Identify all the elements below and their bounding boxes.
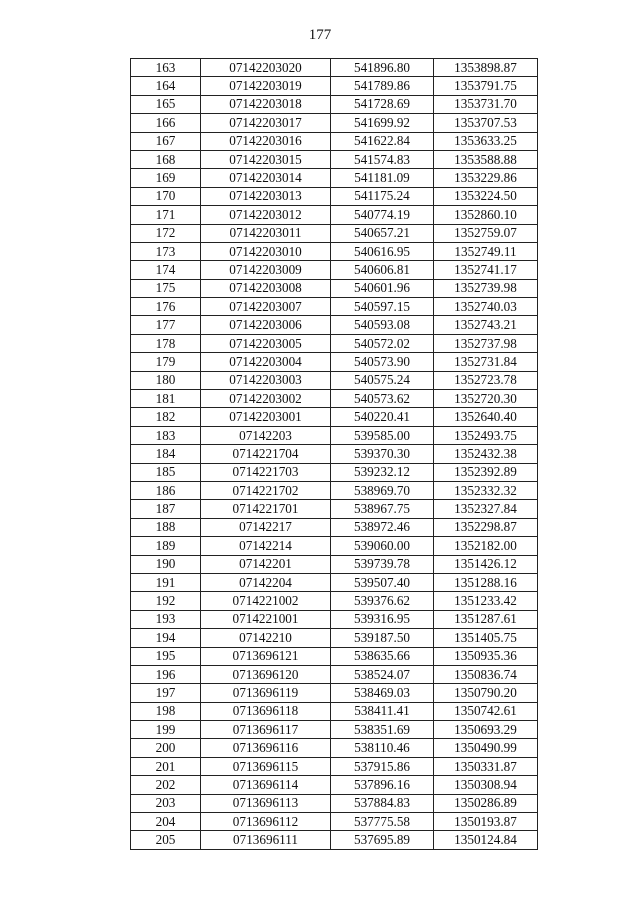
point-code-cell: 07142203010 — [201, 242, 331, 260]
y-coordinate-cell: 1350490.99 — [434, 739, 538, 757]
row-number-cell: 181 — [131, 390, 201, 408]
y-coordinate-cell: 1353707.53 — [434, 114, 538, 132]
table-row — [131, 721, 538, 739]
table-row — [131, 371, 538, 389]
table-row — [131, 132, 538, 150]
table-row — [131, 500, 538, 518]
point-code-cell: 07142201 — [201, 555, 331, 573]
y-coordinate-cell: 1351426.12 — [434, 555, 538, 573]
x-coordinate-cell: 541622.84 — [331, 132, 434, 150]
point-code-cell: 0713696121 — [201, 647, 331, 665]
table-row — [131, 555, 538, 573]
x-coordinate-cell: 539060.00 — [331, 537, 434, 555]
x-coordinate-cell: 538411.41 — [331, 702, 434, 720]
x-coordinate-cell: 539370.30 — [331, 445, 434, 463]
y-coordinate-cell: 1353588.88 — [434, 150, 538, 168]
point-code-cell: 0713696113 — [201, 794, 331, 812]
point-code-cell: 07142203 — [201, 426, 331, 444]
y-coordinate-cell: 1352392.89 — [434, 463, 538, 481]
table-row — [131, 518, 538, 536]
row-number-cell: 189 — [131, 537, 201, 555]
row-number-cell: 180 — [131, 371, 201, 389]
x-coordinate-cell: 538972.46 — [331, 518, 434, 536]
y-coordinate-cell: 1352723.78 — [434, 371, 538, 389]
y-coordinate-cell: 1352860.10 — [434, 206, 538, 224]
point-code-cell: 0713696118 — [201, 702, 331, 720]
x-coordinate-cell: 537775.58 — [331, 813, 434, 831]
x-coordinate-cell: 537884.83 — [331, 794, 434, 812]
row-number-cell: 165 — [131, 95, 201, 113]
table-row — [131, 629, 538, 647]
x-coordinate-cell: 540220.41 — [331, 408, 434, 426]
row-number-cell: 201 — [131, 757, 201, 775]
x-coordinate-cell: 540573.62 — [331, 390, 434, 408]
table-row — [131, 316, 538, 334]
table-row — [131, 757, 538, 775]
point-code-cell: 07142203005 — [201, 334, 331, 352]
row-number-cell: 190 — [131, 555, 201, 573]
table-row — [131, 150, 538, 168]
table-row — [131, 353, 538, 371]
x-coordinate-cell: 538969.70 — [331, 481, 434, 499]
y-coordinate-cell: 1353224.50 — [434, 187, 538, 205]
y-coordinate-cell: 1350331.87 — [434, 757, 538, 775]
table-row — [131, 739, 538, 757]
y-coordinate-cell: 1352327.84 — [434, 500, 538, 518]
y-coordinate-cell: 1350124.84 — [434, 831, 538, 849]
row-number-cell: 199 — [131, 721, 201, 739]
y-coordinate-cell: 1350286.89 — [434, 794, 538, 812]
point-code-cell: 07142203002 — [201, 390, 331, 408]
y-coordinate-cell: 1351405.75 — [434, 629, 538, 647]
y-coordinate-cell: 1352493.75 — [434, 426, 538, 444]
row-number-cell: 202 — [131, 776, 201, 794]
table-row — [131, 481, 538, 499]
x-coordinate-cell: 538351.69 — [331, 721, 434, 739]
x-coordinate-cell: 538967.75 — [331, 500, 434, 518]
row-number-cell: 172 — [131, 224, 201, 242]
point-code-cell: 0713696111 — [201, 831, 331, 849]
table-row — [131, 242, 538, 260]
row-number-cell: 167 — [131, 132, 201, 150]
table-row — [131, 445, 538, 463]
x-coordinate-cell: 540572.02 — [331, 334, 434, 352]
row-number-cell: 168 — [131, 150, 201, 168]
x-coordinate-cell: 541789.86 — [331, 77, 434, 95]
y-coordinate-cell: 1352298.87 — [434, 518, 538, 536]
table-row — [131, 224, 538, 242]
table-row — [131, 813, 538, 831]
y-coordinate-cell: 1353731.70 — [434, 95, 538, 113]
coordinates-table — [130, 58, 538, 850]
y-coordinate-cell: 1353898.87 — [434, 59, 538, 77]
x-coordinate-cell: 537896.16 — [331, 776, 434, 794]
y-coordinate-cell: 1353791.75 — [434, 77, 538, 95]
x-coordinate-cell: 541896.80 — [331, 59, 434, 77]
y-coordinate-cell: 1352182.00 — [434, 537, 538, 555]
y-coordinate-cell: 1350935.36 — [434, 647, 538, 665]
point-code-cell: 07142203011 — [201, 224, 331, 242]
x-coordinate-cell: 539739.78 — [331, 555, 434, 573]
row-number-cell: 205 — [131, 831, 201, 849]
table-row — [131, 408, 538, 426]
y-coordinate-cell: 1351287.61 — [434, 610, 538, 628]
row-number-cell: 193 — [131, 610, 201, 628]
x-coordinate-cell: 540575.24 — [331, 371, 434, 389]
y-coordinate-cell: 1352749.11 — [434, 242, 538, 260]
point-code-cell: 0714221702 — [201, 481, 331, 499]
row-number-cell: 184 — [131, 445, 201, 463]
table-row — [131, 776, 538, 794]
point-code-cell: 07142203001 — [201, 408, 331, 426]
x-coordinate-cell: 538469.03 — [331, 684, 434, 702]
row-number-cell: 169 — [131, 169, 201, 187]
table-row — [131, 187, 538, 205]
table-row — [131, 298, 538, 316]
row-number-cell: 198 — [131, 702, 201, 720]
row-number-cell: 164 — [131, 77, 201, 95]
x-coordinate-cell: 540606.81 — [331, 261, 434, 279]
row-number-cell: 170 — [131, 187, 201, 205]
row-number-cell: 185 — [131, 463, 201, 481]
y-coordinate-cell: 1352759.07 — [434, 224, 538, 242]
x-coordinate-cell: 540774.19 — [331, 206, 434, 224]
row-number-cell: 163 — [131, 59, 201, 77]
row-number-cell: 182 — [131, 408, 201, 426]
table-row — [131, 279, 538, 297]
row-number-cell: 183 — [131, 426, 201, 444]
x-coordinate-cell: 537695.89 — [331, 831, 434, 849]
y-coordinate-cell: 1352640.40 — [434, 408, 538, 426]
point-code-cell: 0714221701 — [201, 500, 331, 518]
row-number-cell: 192 — [131, 592, 201, 610]
row-number-cell: 197 — [131, 684, 201, 702]
y-coordinate-cell: 1350836.74 — [434, 665, 538, 683]
table-row — [131, 261, 538, 279]
row-number-cell: 173 — [131, 242, 201, 260]
y-coordinate-cell: 1352737.98 — [434, 334, 538, 352]
table-row — [131, 665, 538, 683]
table-row — [131, 537, 538, 555]
point-code-cell: 07142203018 — [201, 95, 331, 113]
table-row — [131, 592, 538, 610]
point-code-cell: 07142203020 — [201, 59, 331, 77]
x-coordinate-cell: 538635.66 — [331, 647, 434, 665]
table-row — [131, 59, 538, 77]
row-number-cell: 195 — [131, 647, 201, 665]
point-code-cell: 0714221001 — [201, 610, 331, 628]
table-row — [131, 426, 538, 444]
table-row — [131, 114, 538, 132]
x-coordinate-cell: 539232.12 — [331, 463, 434, 481]
y-coordinate-cell: 1352743.21 — [434, 316, 538, 334]
y-coordinate-cell: 1350790.20 — [434, 684, 538, 702]
y-coordinate-cell: 1350308.94 — [434, 776, 538, 794]
y-coordinate-cell: 1352720.30 — [434, 390, 538, 408]
x-coordinate-cell: 539187.50 — [331, 629, 434, 647]
x-coordinate-cell: 539585.00 — [331, 426, 434, 444]
table-row — [131, 206, 538, 224]
point-code-cell: 07142203012 — [201, 206, 331, 224]
y-coordinate-cell: 1353633.25 — [434, 132, 538, 150]
y-coordinate-cell: 1351233.42 — [434, 592, 538, 610]
table-row — [131, 169, 538, 187]
point-code-cell: 07142203004 — [201, 353, 331, 371]
y-coordinate-cell: 1352741.17 — [434, 261, 538, 279]
y-coordinate-cell: 1351288.16 — [434, 573, 538, 591]
row-number-cell: 176 — [131, 298, 201, 316]
point-code-cell: 0714221002 — [201, 592, 331, 610]
table-row — [131, 702, 538, 720]
row-number-cell: 187 — [131, 500, 201, 518]
x-coordinate-cell: 539507.40 — [331, 573, 434, 591]
x-coordinate-cell: 541175.24 — [331, 187, 434, 205]
row-number-cell: 178 — [131, 334, 201, 352]
y-coordinate-cell: 1350742.61 — [434, 702, 538, 720]
y-coordinate-cell: 1352731.84 — [434, 353, 538, 371]
point-code-cell: 07142203007 — [201, 298, 331, 316]
point-code-cell: 07142217 — [201, 518, 331, 536]
point-code-cell: 0713696117 — [201, 721, 331, 739]
row-number-cell: 188 — [131, 518, 201, 536]
row-number-cell: 166 — [131, 114, 201, 132]
row-number-cell: 200 — [131, 739, 201, 757]
row-number-cell: 204 — [131, 813, 201, 831]
x-coordinate-cell: 541181.09 — [331, 169, 434, 187]
point-code-cell: 07142203008 — [201, 279, 331, 297]
y-coordinate-cell: 1350193.87 — [434, 813, 538, 831]
x-coordinate-cell: 540657.21 — [331, 224, 434, 242]
x-coordinate-cell: 538524.07 — [331, 665, 434, 683]
point-code-cell: 0713696119 — [201, 684, 331, 702]
row-number-cell: 194 — [131, 629, 201, 647]
point-code-cell: 07142203017 — [201, 114, 331, 132]
row-number-cell: 196 — [131, 665, 201, 683]
x-coordinate-cell: 539316.95 — [331, 610, 434, 628]
table-row — [131, 95, 538, 113]
point-code-cell: 0714221703 — [201, 463, 331, 481]
page-number: 177 — [308, 27, 332, 43]
y-coordinate-cell: 1353229.86 — [434, 169, 538, 187]
y-coordinate-cell: 1352739.98 — [434, 279, 538, 297]
point-code-cell: 07142210 — [201, 629, 331, 647]
y-coordinate-cell: 1352432.38 — [434, 445, 538, 463]
point-code-cell: 07142204 — [201, 573, 331, 591]
x-coordinate-cell: 537915.86 — [331, 757, 434, 775]
row-number-cell: 175 — [131, 279, 201, 297]
row-number-cell: 191 — [131, 573, 201, 591]
table-row — [131, 573, 538, 591]
point-code-cell: 07142203009 — [201, 261, 331, 279]
row-number-cell: 174 — [131, 261, 201, 279]
point-code-cell: 07142203014 — [201, 169, 331, 187]
point-code-cell: 0714221704 — [201, 445, 331, 463]
x-coordinate-cell: 541728.69 — [331, 95, 434, 113]
table-row — [131, 334, 538, 352]
x-coordinate-cell: 541699.92 — [331, 114, 434, 132]
point-code-cell: 07142203019 — [201, 77, 331, 95]
point-code-cell: 0713696112 — [201, 813, 331, 831]
table-row — [131, 684, 538, 702]
table-row — [131, 463, 538, 481]
point-code-cell: 0713696115 — [201, 757, 331, 775]
x-coordinate-cell: 540593.08 — [331, 316, 434, 334]
point-code-cell: 07142203006 — [201, 316, 331, 334]
point-code-cell: 07142203015 — [201, 150, 331, 168]
point-code-cell: 07142214 — [201, 537, 331, 555]
point-code-cell: 0713696114 — [201, 776, 331, 794]
x-coordinate-cell: 538110.46 — [331, 739, 434, 757]
table-row — [131, 794, 538, 812]
x-coordinate-cell: 540601.96 — [331, 279, 434, 297]
row-number-cell: 203 — [131, 794, 201, 812]
y-coordinate-cell: 1350693.29 — [434, 721, 538, 739]
point-code-cell: 07142203016 — [201, 132, 331, 150]
point-code-cell: 0713696120 — [201, 665, 331, 683]
x-coordinate-cell: 539376.62 — [331, 592, 434, 610]
x-coordinate-cell: 540573.90 — [331, 353, 434, 371]
y-coordinate-cell: 1352332.32 — [434, 481, 538, 499]
point-code-cell: 0713696116 — [201, 739, 331, 757]
y-coordinate-cell: 1352740.03 — [434, 298, 538, 316]
row-number-cell: 171 — [131, 206, 201, 224]
table-row — [131, 831, 538, 849]
coordinates-table-body — [131, 59, 538, 850]
x-coordinate-cell: 541574.83 — [331, 150, 434, 168]
x-coordinate-cell: 540616.95 — [331, 242, 434, 260]
point-code-cell: 07142203003 — [201, 371, 331, 389]
row-number-cell: 186 — [131, 481, 201, 499]
row-number-cell: 179 — [131, 353, 201, 371]
table-row — [131, 390, 538, 408]
table-row — [131, 610, 538, 628]
point-code-cell: 07142203013 — [201, 187, 331, 205]
table-row — [131, 77, 538, 95]
table-row — [131, 647, 538, 665]
row-number-cell: 177 — [131, 316, 201, 334]
x-coordinate-cell: 540597.15 — [331, 298, 434, 316]
